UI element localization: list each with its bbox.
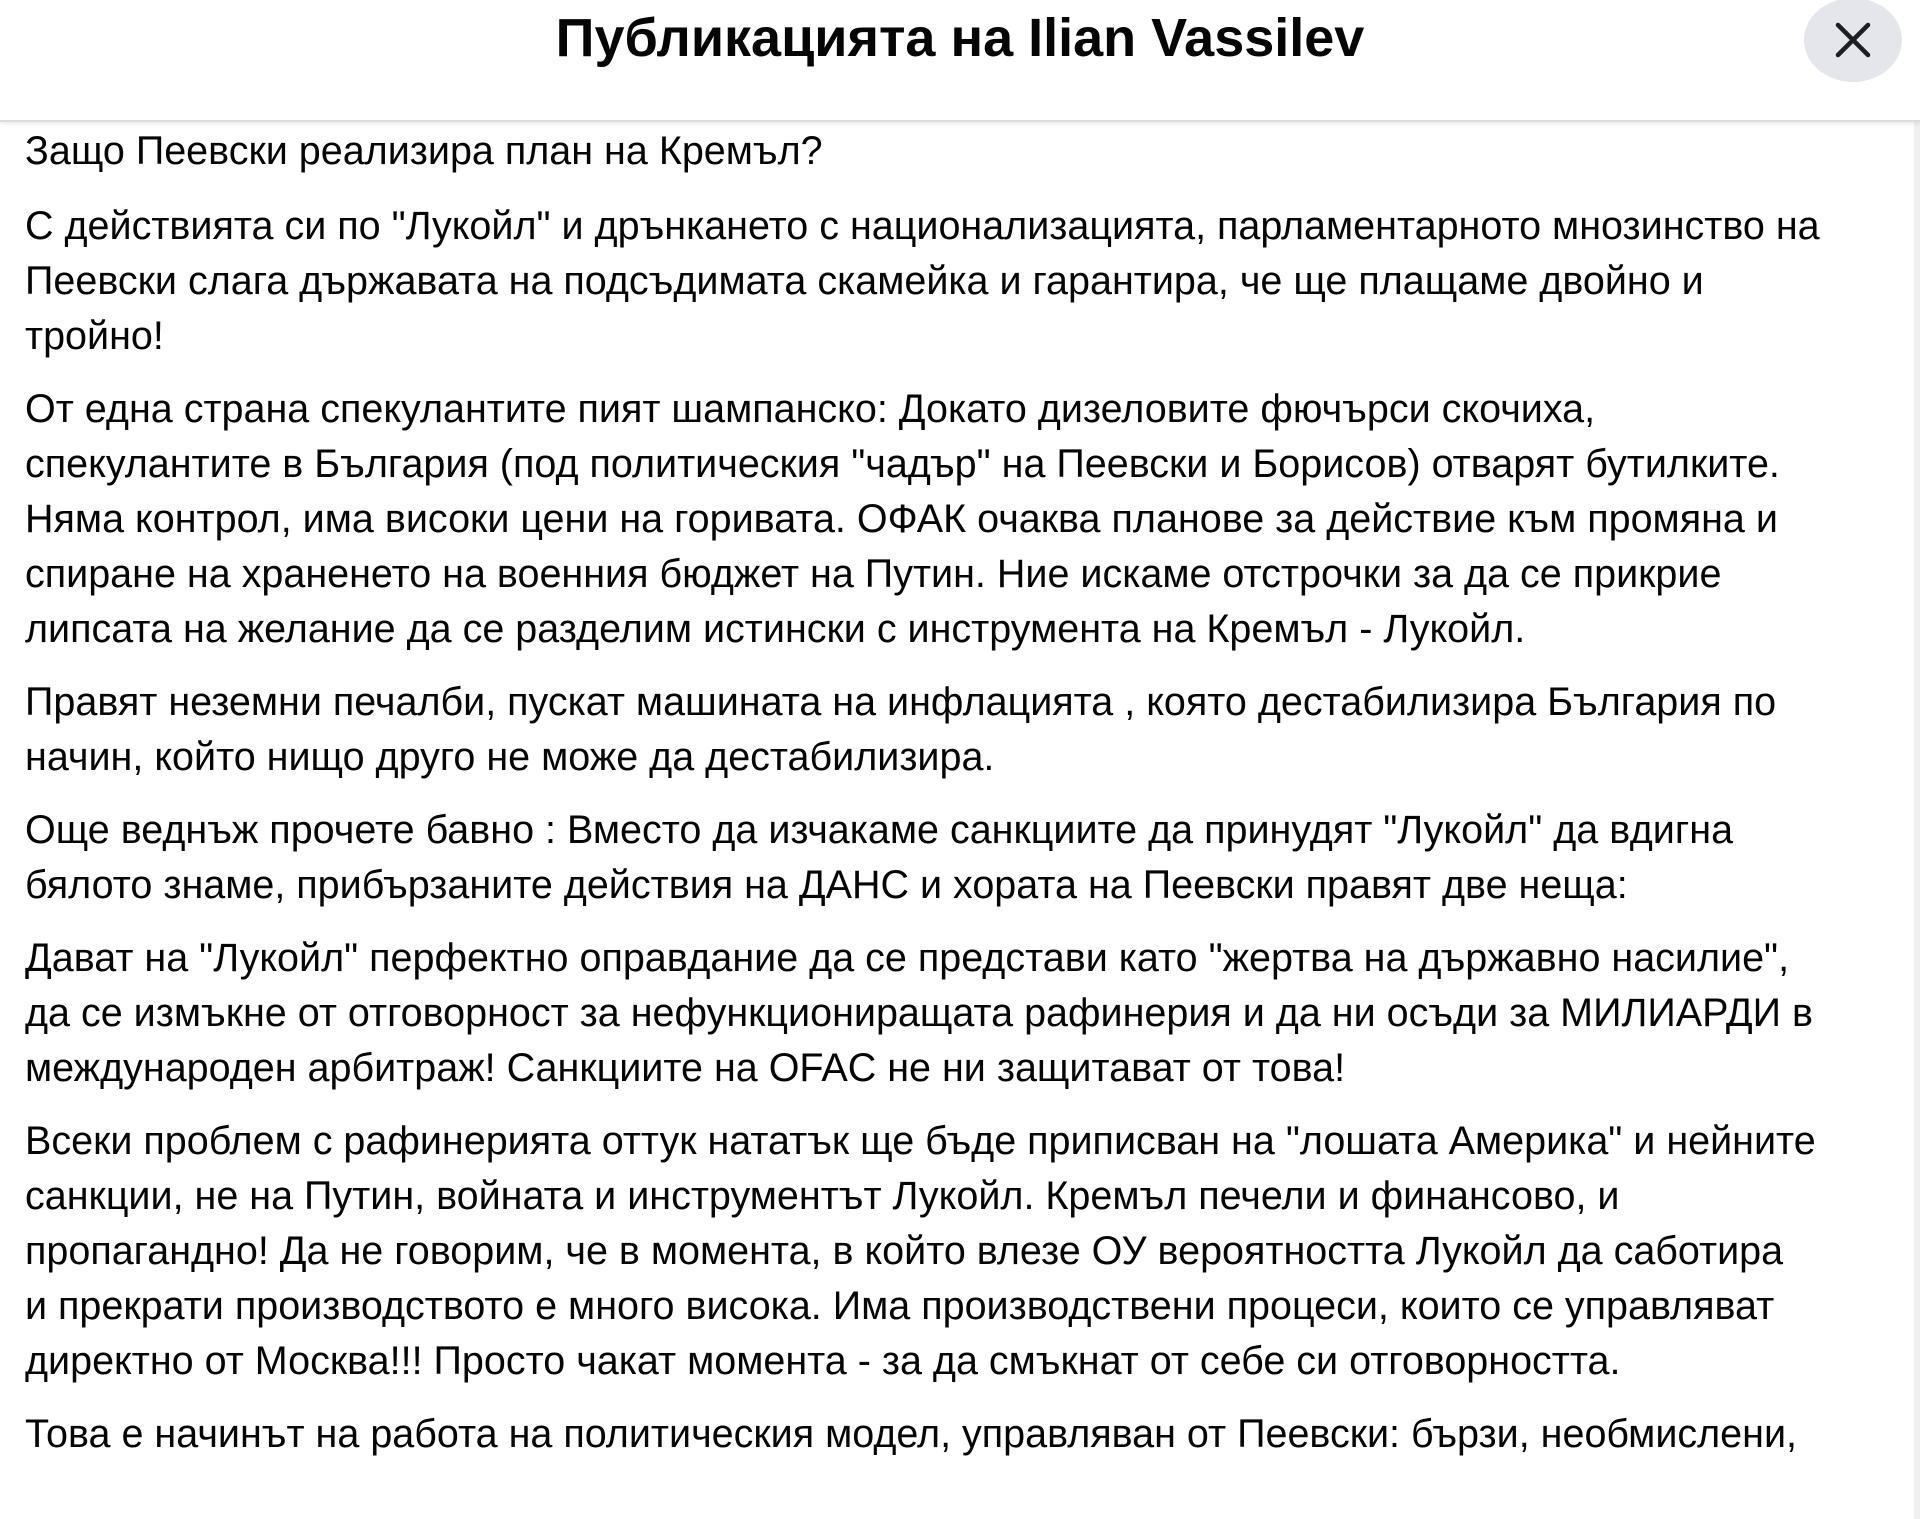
post-text-line: санкции, не на Путин, войната и инструментът Лукойл. Кремъл печели и финансово, и (25, 1174, 1620, 1218)
post-text-line: тройно! (25, 314, 164, 358)
post-paragraph (25, 931, 1920, 1096)
post-text-line: директно от Москва!!! Просто чакат момента - за да смъкнат от себе си отговорността. (25, 1339, 1621, 1383)
post-paragraph (25, 124, 1920, 179)
dialog-title: Публикацията на Ilian Vassilev (555, 8, 1365, 68)
close-icon (1833, 20, 1873, 60)
post-paragraph (25, 1407, 1920, 1462)
post-text-line: Няма контрол, има високи цени на горивата. ОФАК очаква планове за действие към промяна и (25, 497, 1778, 541)
post-text-line: спиране на храненето на военния бюджет на Путин. Ние искаме отстрочки за да се прикрие (25, 552, 1722, 596)
post-text-line: спекулантите в България (под политическия "чадър" на Пеевски и Борисов) отварят бутилките. (25, 442, 1780, 486)
post-text-line: и прекрати производството е много висока. Има производствени процеси, които се управляват (25, 1284, 1775, 1328)
post-body (25, 124, 1920, 1519)
post-text-line: липсата на желание да се разделим истински с инструмента на Кремъл - Лукойл. (25, 607, 1526, 651)
dialog-header (0, 0, 1920, 122)
post-text-line: международен арбитраж! Санкциите на OFAC не ни защитават от това! (25, 1046, 1346, 1090)
post-text-line: да се измъкне от отговорност за нефункциониращата рафинерия и да ни осъди за МИЛИАРДИ в (25, 991, 1813, 1035)
post-paragraph (25, 199, 1920, 364)
post-text-line: С действията си по "Лукойл" и дрънкането с национализацията, парламентарното мнозинство на (25, 204, 1820, 248)
close-button[interactable] (1804, 0, 1902, 82)
post-paragraph (25, 382, 1920, 657)
post-text-line: бялото знаме, прибързаните действия на ДАНС и хората на Пеевски правят две неща: (25, 863, 1628, 907)
post-text-line: Пеевски слага държавата на подсъдимата скамейка и гарантира, че ще плащаме двойно и (25, 259, 1704, 303)
post-text-line: начин, който нищо друго не може да дестабилизира. (25, 735, 995, 779)
post-paragraph (25, 675, 1920, 785)
post-text-line: Още веднъж прочете бавно : Вместо да изчакаме санкциите да принудят "Лукойл" да вдигна (25, 808, 1734, 852)
post-paragraph (25, 803, 1920, 913)
post-text-line: Правят неземни печалби, пускат машината на инфлацията , която дестабилизира България по (25, 680, 1777, 724)
post-paragraph (25, 1114, 1920, 1389)
post-text-line: От една страна спекулантите пият шампанско: Докато дизеловите фючърси скочиха, (25, 387, 1596, 431)
post-text-line: Това е начинът на работа на политическия модел, управляван от Пеевски: бързи, необмислени, (25, 1412, 1798, 1456)
post-text-line: Дават на "Лукойл" перфектно оправдание да се представи като "жертва на държавно насилие", (25, 936, 1790, 980)
post-text-line: пропагандно! Да не говорим, че в момента, в който влезе ОУ вероятността Лукойл да саботира (25, 1229, 1784, 1273)
post-text-line: Всеки проблем с рафинерията оттук нататък ще бъде приписван на "лошата Америка" и нейните (25, 1119, 1816, 1163)
post-text-line: Защо Пеевски реализира план на Кремъл? (25, 129, 823, 173)
